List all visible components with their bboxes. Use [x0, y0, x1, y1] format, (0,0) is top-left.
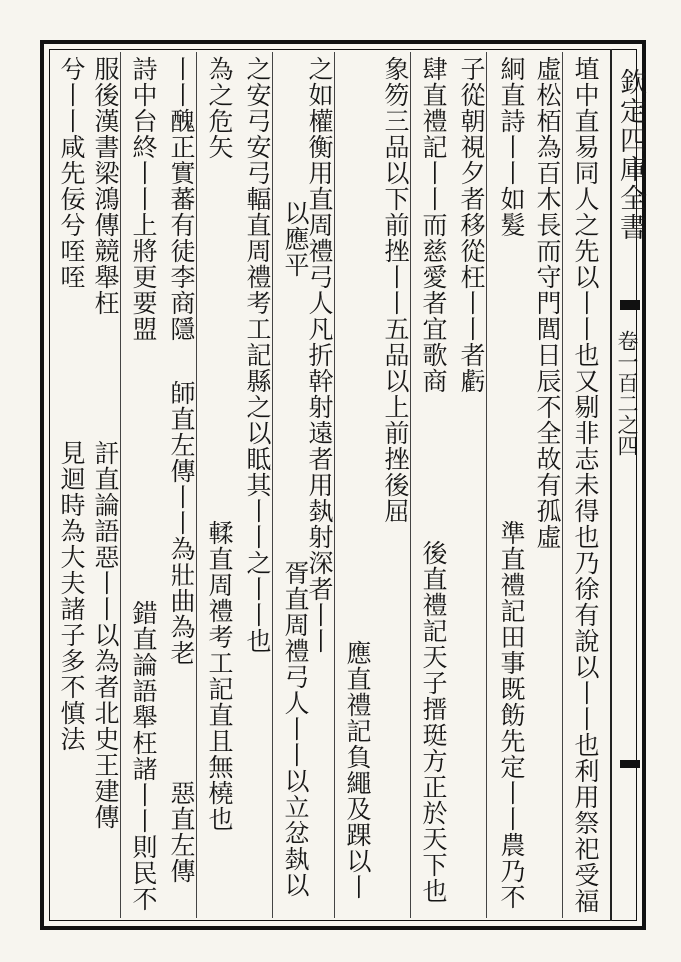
- text-column: 子從朝視夕者移從枉丨丨者虧: [457, 56, 486, 394]
- text-column: 應直禮記負繩及踝以丨: [343, 640, 372, 900]
- fishtail-mark-bottom: [620, 760, 640, 768]
- text-column: 丨丨醜正實蕃有徒李商隱: [167, 56, 196, 342]
- text-column: 埴中直易同人之先以丨丨也又剔非志未得也乃徐有說以丨丨也利用祭祀受福: [571, 56, 600, 914]
- text-column: 絅直詩丨丨如髮: [497, 56, 526, 238]
- text-column: 之如權衡用直周禮弓人凡折幹射遠者用埶射深者丨丨: [305, 56, 334, 654]
- text-column: 以應平: [281, 200, 310, 278]
- text-column: 惡直左傳: [167, 780, 196, 884]
- text-column: 服後漢書梁鴻傳競舉枉: [91, 56, 120, 316]
- text-column: 虛松栢為百木長而守門閭日辰不全故有孤虛: [533, 56, 562, 550]
- text-column: 之安弓安弓輻直周禮考工記縣之以眡其丨丨之丨丨也: [243, 56, 272, 654]
- book-title-banner: 欽定四庫全書: [615, 68, 646, 242]
- text-column: 胥直周禮弓人丨丨以立忿埶以: [281, 560, 310, 898]
- text-column: 見迴時為大夫諸子多不慎法: [57, 440, 86, 752]
- text-column: 象笏三品以下前挫丨丨五品以上前挫後屈: [381, 56, 410, 524]
- juan-label: 卷一百二之四: [615, 330, 639, 456]
- text-column: 肆直禮記丨丨而慈愛者宜歌商: [419, 56, 448, 394]
- text-column: 輮直周禮考工記直且無橈也: [205, 520, 234, 832]
- text-column: 訐直論語惡丨丨以為者北史王建傳: [91, 440, 120, 830]
- text-column: 準直禮記田事既飭先定丨丨農乃不: [497, 520, 526, 910]
- text-column: 兮丨丨咸先佞兮咥咥: [57, 56, 86, 290]
- text-column: 師直左傳丨丨為壯曲為老: [167, 380, 196, 666]
- text-column: 錯直論語舉枉諸丨丨則民不: [129, 600, 158, 912]
- text-column: 詩中台終丨丨上將更要盟: [129, 56, 158, 342]
- fishtail-mark: [620, 300, 640, 310]
- text-column: 為之危矢: [205, 56, 234, 160]
- text-column: 後直禮記天子搢珽方正於天下也: [419, 540, 448, 904]
